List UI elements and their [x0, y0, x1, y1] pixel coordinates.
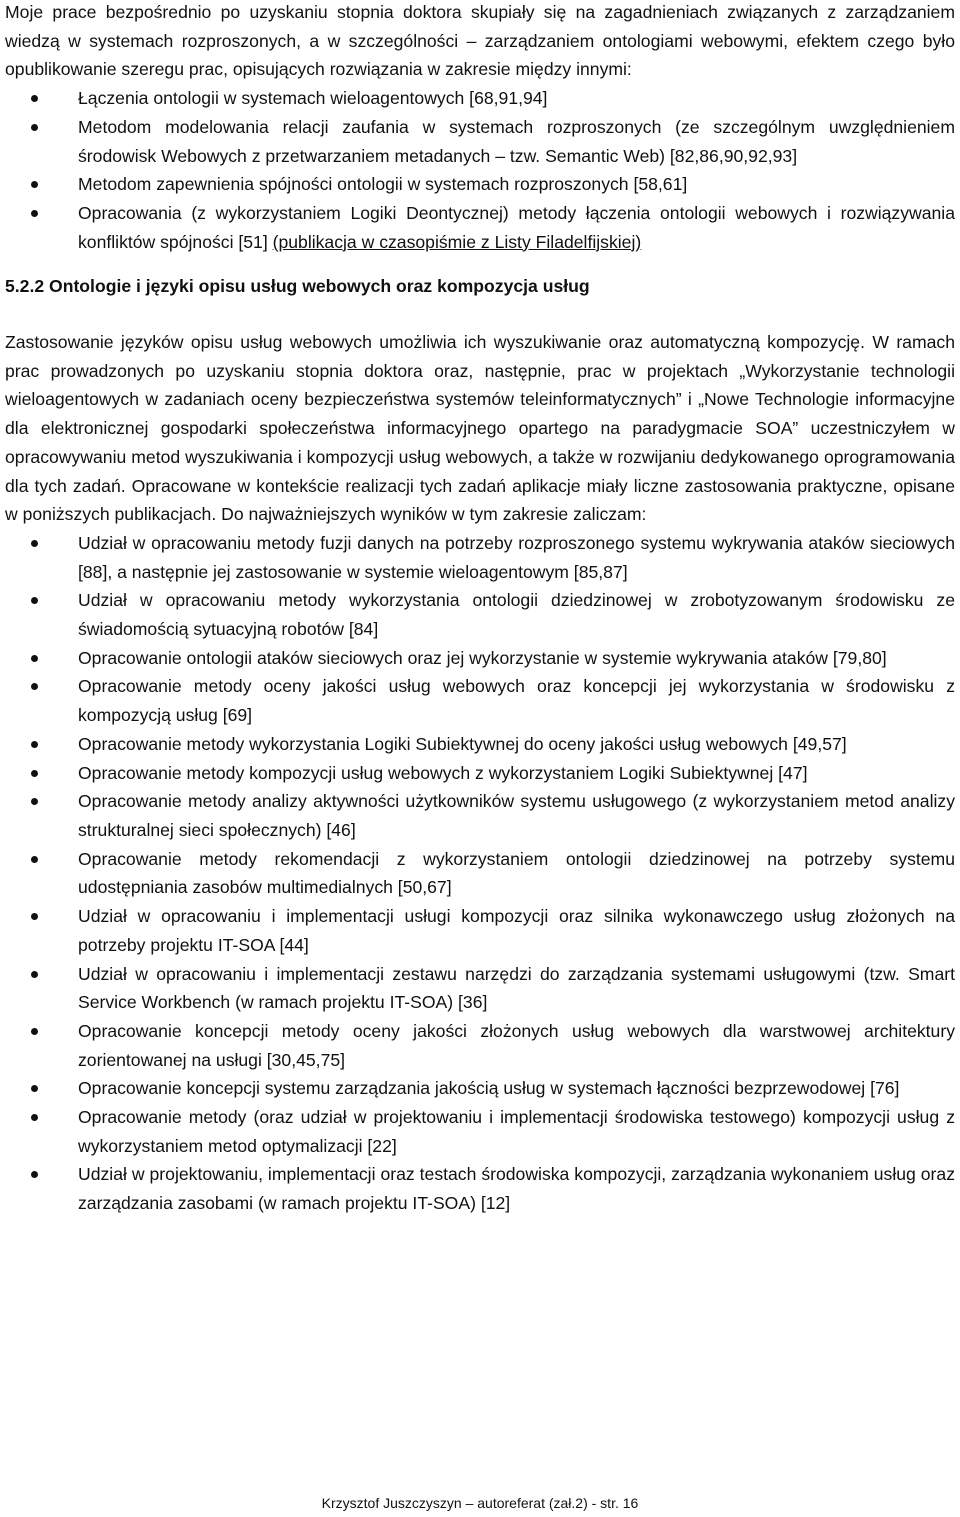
list-item — [5, 759, 955, 788]
bullet-icon — [31, 95, 38, 102]
list-item — [5, 1074, 955, 1103]
list-item — [5, 1017, 955, 1074]
list-item — [5, 902, 955, 959]
list-item-text: Opracowanie ontologii ataków sieciowych oraz jej wykorzystanie w systemie wykrywania ataków [79,80] — [78, 647, 887, 668]
list-item — [5, 1160, 955, 1217]
bullet-icon — [31, 181, 38, 188]
list-item-text: Metodom zapewnienia spójności ontologii w systemach rozproszonych [58,61] — [78, 174, 688, 195]
body-paragraph: Zastosowanie języków opisu usług webowych umożliwia ich wyszukiwanie oraz automatyczną kompozycję. W ramach prac prowadzonych po uzyskaniu stopnia doktora oraz, następnie, prac w projektach „Wykorzystanie technologii wieloagentowych w zadaniach oceny bezpieczeństwa systemów teleinformatycznych” i „Nowe Technologie informacyjne dla elektronicznej gospodarki społeczeństwa informacyjnego opartego na paradygmacie SOA” uczestniczyłem w opracowywaniu metod wyszukiwania i kompozycji usług webowych, a także w rozwijaniu dedykowanego oprogramowania dla tych zadań. Opracowane w kontekście realizacji tych zadań aplikacje miały liczne zastosowania praktyczne, opisane w poniższych publikacjach. Do najważniejszych wyników w tym zakresie zaliczam: — [5, 332, 955, 525]
list-item-text: Opracowanie metody wykorzystania Logiki Subiektywnej do oceny jakości usług webowych [49,57] — [78, 733, 847, 754]
list-item-text: Opracowanie metody rekomendacji z wykorzystaniem ontologii dziedzinowej na potrzeby systemu udostępniania zasobów multimedialnych [50,67] — [78, 848, 955, 898]
list-item — [5, 586, 955, 643]
list-item — [5, 644, 955, 673]
list-item — [5, 960, 955, 1017]
bullet-icon — [31, 971, 38, 978]
list-item — [5, 845, 955, 902]
list-item-text: Opracowanie metody kompozycji usług webowych z wykorzystaniem Logiki Subiektywnej [47] — [78, 762, 808, 783]
bullet-icon — [31, 1028, 38, 1035]
list-item-text: Udział w opracowaniu i implementacji zestawu narzędzi do zarządzania systemami usługowymi (tzw. Smart Service Workbench (w ramach projektu IT-SOA) [36] — [78, 963, 955, 1013]
list-item — [5, 113, 955, 170]
page-footer: Krzysztof Juszczyszyn – autoreferat (zał.2) - str. 16 — [321, 1495, 639, 1511]
list-item — [5, 529, 955, 586]
list-item — [5, 199, 955, 256]
list-item-text: Udział w opracowaniu i implementacji usługi kompozycji oraz silnika wykonawczego usług złożonych na potrzeby projektu IT-SOA [44] — [78, 906, 955, 955]
section-heading: 5.2.2 Ontologie i języki opisu usług webowych oraz kompozycja usług — [5, 276, 590, 297]
bullet-icon — [31, 798, 38, 805]
bullet-icon — [31, 741, 38, 748]
list-item — [5, 170, 955, 199]
achievements-list-2 — [5, 529, 955, 1218]
bullet-icon — [31, 683, 38, 690]
bullet-icon — [31, 770, 38, 777]
bullet-icon — [31, 540, 38, 547]
list-item-text: Opracowanie metody (oraz udział w projektowaniu i implementacji środowiska testowego) kompozycji usług z wykorzystaniem metod optymalizacji [22] — [78, 1107, 955, 1156]
bullet-icon — [31, 1085, 38, 1092]
list-item — [5, 730, 955, 759]
list-item-text: Metodom modelowania relacji zaufania w systemach rozproszonych (ze szczególnym uwzględnieniem środowisk Webowych z przetwarzaniem metadanych – tzw. Semantic Web) [82,86,90,92,93] — [78, 116, 955, 166]
list-item-text: Udział w projektowaniu, implementacji oraz testach środowiska kompozycji, zarządzania wykonaniem usług oraz zarządzania zasobami (w ramach projektu IT-SOA) [12] — [78, 1164, 955, 1214]
list-item-text: Udział w opracowaniu metody fuzji danych na potrzeby rozproszonego systemu wykrywania ataków sieciowych [88], a następnie jej zastosowanie w systemie wieloagentowym [85,87] — [78, 532, 955, 582]
list-item-text: Opracowania (z wykorzystaniem Logiki Deontycznej) metody łączenia ontologii webowych i rozwiązywania konfliktów spójności [51] — [78, 202, 955, 252]
list-item — [5, 672, 955, 729]
bullet-icon — [31, 655, 38, 662]
bullet-icon — [31, 210, 38, 217]
list-item-text: Opracowanie metody analizy aktywności użytkowników systemu usługowego (z wykorzystaniem metod analizy strukturalnej sieci społecznych) [46] — [78, 791, 955, 840]
bullet-icon — [31, 856, 38, 863]
bullet-icon — [31, 913, 38, 920]
list-item — [5, 1103, 955, 1160]
list-item-text: Opracowanie metody oceny jakości usług webowych oraz koncepcji jej wykorzystania w środowisku z kompozycją usług [69] — [78, 676, 955, 726]
list-item — [5, 84, 955, 113]
list-item-text: Opracowanie koncepcji systemu zarządzania jakością usług w systemach łączności bezprzewodowej [76] — [78, 1078, 900, 1099]
bullet-icon — [31, 1171, 38, 1178]
list-item-text: Udział w opracowaniu metody wykorzystania ontologii dziedzinowej w zrobotyzowanym środowisku ze świadomością sytuacyjną robotów [84] — [78, 590, 955, 640]
achievements-list-1 — [5, 84, 955, 256]
bullet-icon — [31, 1114, 38, 1121]
list-item — [5, 787, 955, 844]
list-item-text: Łączenia ontologii w systemach wieloagentowych [68,91,94] — [78, 88, 548, 109]
list-item-text: Opracowanie koncepcji metody oceny jakości złożonych usług webowych dla warstwowej architektury zorientowanej na usługi [30,45,75] — [78, 1020, 955, 1070]
bullet-icon — [31, 597, 38, 604]
bullet-icon — [31, 124, 38, 131]
underlined-note: (publikacja w czasopiśmie z Listy Filadelfijskiej) — [272, 231, 642, 252]
intro-paragraph: Moje prace bezpośrednio po uzyskaniu stopnia doktora skupiały się na zagadnieniach związanych z zarządzaniem wiedzą w systemach rozproszonych, a w szczególności – zarządzaniem ontologiami webowymi, efektem czego było opublikowanie szeregu prac, opisujących rozwiązania w zakresie między innymi: — [5, 2, 955, 80]
